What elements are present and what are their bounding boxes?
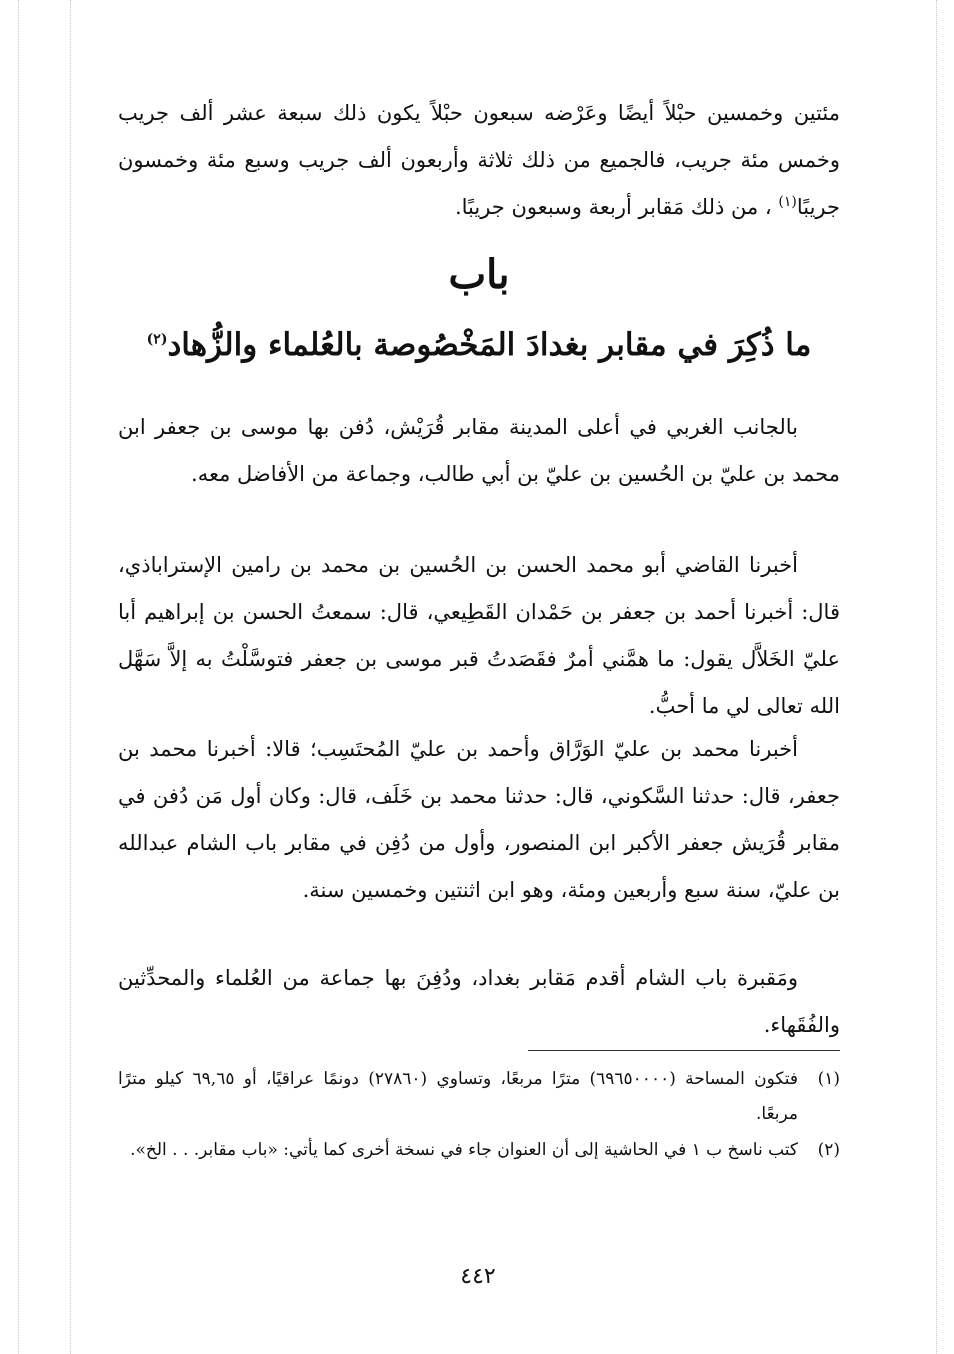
body-paragraph (118, 726, 840, 914)
chapter-title-text: ما ذُكِرَ في مقابر بغدادَ المَخْصُوصة بالعُلماء والزُّهاد (167, 327, 812, 363)
page-number: ٤٤٢ (460, 1264, 496, 1289)
footnote-text: كتب ناسخ ب ١ في الحاشية إلى أن العنوان جاء في نسخة أخرى كما يأتي: «باب مقابر. . . الخ». (130, 1140, 798, 1160)
footnote-text: فتكون المساحة (٦٩٦٥٠٠٠٠) مترًا مربعًا، وتساوي (٢٧٨٦٠) دونمًا عراقيًا، أو ٦٩,٦٥ كيلو مترًا مربعًا. (118, 1069, 799, 1124)
footnote-number: (١) (817, 1069, 840, 1089)
scan-margin-mark (936, 0, 937, 1354)
body-paragraph (118, 404, 840, 498)
intro-text: مئتين وخمسين حبْلاً أيضًا وعَرْضه سبعون حبْلاً يكون ذلك سبعة عشر ألف جريب وخمس مئة جريب، فالجميع من ذلك ثلاثة وأربعون ألف جريب وسبع مئة وخمسون جريبًا (118, 101, 840, 219)
footnotes (118, 1062, 840, 1169)
footnote-item (118, 1133, 840, 1168)
chapter-title (118, 318, 840, 372)
paragraph-text: بالجانب الغربي في أعلى المدينة مقابر قُرَيْش، دُفن بها موسى بن جعفر ابن محمد بن عليّ بن الحُسين بن عليّ بن أبي طالب، وجماعة من الأفاضل معه. (118, 415, 840, 486)
footnote-number: (٢) (817, 1140, 840, 1160)
intro-tail: ، من ذلك مَقابر أربعة وسبعون جريبًا. (454, 195, 772, 219)
footnote-divider (528, 1050, 840, 1051)
paragraph-text: أخبرنا محمد بن عليّ الوَرَّاق وأحمد بن عليّ المُحتَسِب؛ قالا: أخبرنا محمد بن جعفر، قال: حدثنا السَّكوني، قال: حدثنا محمد بن خَلَف، قال: وكان أول مَن دُفن في مقابر قُرَيش جعفر الأكبر ابن المنصور، وأول من دُفِن في مقابر باب الشام عبدالله بن عليّ، سنة سبع وأربعين ومئة، وهو ابن اثنتين وخمسين سنة. (118, 737, 840, 902)
body-paragraph (118, 542, 840, 730)
footnote-item (118, 1062, 840, 1132)
scan-margin-mark (18, 0, 19, 1354)
paragraph-text: ومَقبرة باب الشام أقدم مَقابر بغداد، ودُفِنَ بها جماعة من العُلماء والمحدِّثين والفُقَهاء. (118, 966, 840, 1037)
section-label: باب (448, 251, 510, 298)
paragraph-text: أخبرنا القاضي أبو محمد الحسن بن الحُسين بن محمد بن رامين الإستراباذي، قال: أخبرنا أحمد بن جعفر بن حَمْدان القَطِيعي، قال: سمعتُ الحسن بن إبراهيم أبا عليّ الخَلاَّل يقول: ما همَّني أمرٌ فقَصَدتُ قبر موسى بن جعفر فتوسَّلْتُ به إلاَّ سَهَّل الله تعالى لي ما أحبُّ. (118, 553, 840, 718)
body-paragraph (118, 955, 840, 1049)
intro-paragraph (118, 90, 840, 231)
scan-margin-mark (70, 0, 71, 1354)
footnote-ref-2[interactable]: (٢) (146, 331, 168, 348)
footnote-ref-1[interactable]: (١) (778, 194, 797, 210)
